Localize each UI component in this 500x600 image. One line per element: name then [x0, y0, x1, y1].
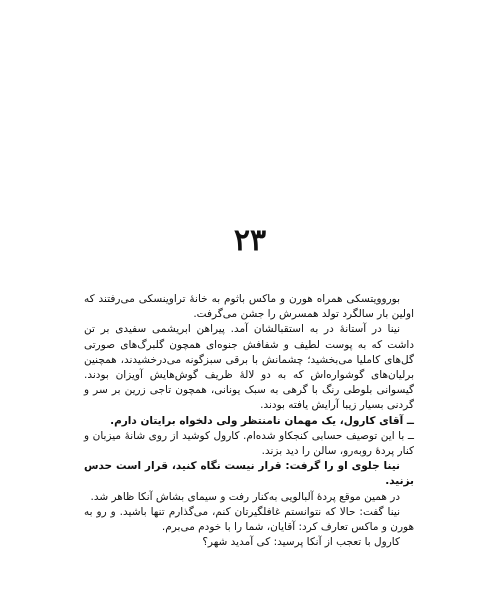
dialogue-line: ــ با این توصیف حسابی کنجکاو شده‌ام. کارول کوشید از روی شانهٔ میزبان و کنار پردهٔ روبه‌رو، سالن را دید بزند. [84, 429, 414, 458]
paragraph: نینا در آستانهٔ در به استقبالشان آمد. پیراهن ابریشمی سفیدی بر تن داشت که به پوست لطیف و شفافش جنوه‌ای همچون گلبرگ‌های صورتی گل‌های کاملیا می‌بخشید؛ چشمانش با برقی سبزگونه می‌درخشیدند، همچنین برلیان‌های گوشواره‌اش که به دو لالهٔ ظریف گوش‌هایش آویزان بودند. گیسوانی بلوطی رنگ با گرهی به سبک یونانی، همچون تاجی زرین بر سر و گردنی بسیار زیبا آرایش یافته بودند. [84, 323, 414, 412]
paragraph: بوروویتسکی همراه هورن و ماکس باثوم به خانهٔ تراوینسکی می‌رفتند که اولین بار سالگرد تولد همسرش را جشن می‌گرفت. [84, 293, 414, 321]
chapter-number: ۲۳ [233, 223, 267, 258]
paragraph: در همین موقع پردهٔ آلبالویی به‌کنار رفت و سیمای بشاش آنکا ظاهر شد. [90, 490, 400, 503]
chapter-body-text [84, 292, 414, 550]
dialogue-line: کارول با تعجب از آنکا پرسید: کی آمدید شهر؟ [202, 536, 400, 549]
dialogue-line: نینا جلوی او را گرفت: قرار نیست نگاه کنید، قرار است حدس بزنید. [84, 460, 414, 488]
dialogue-line: ــ آقای کارول، یک مهمان نامنتظر ولی دلخواه برایتان دارم. [110, 414, 414, 427]
dialogue-line: نینا گفت: حالا که نتوانستم غافلگیرتان کنم، می‌گذارم تنها باشید. و رو به هورن و ماکس تعارف کرد: آقایان، شما را با خودم می‌برم. [84, 505, 414, 534]
